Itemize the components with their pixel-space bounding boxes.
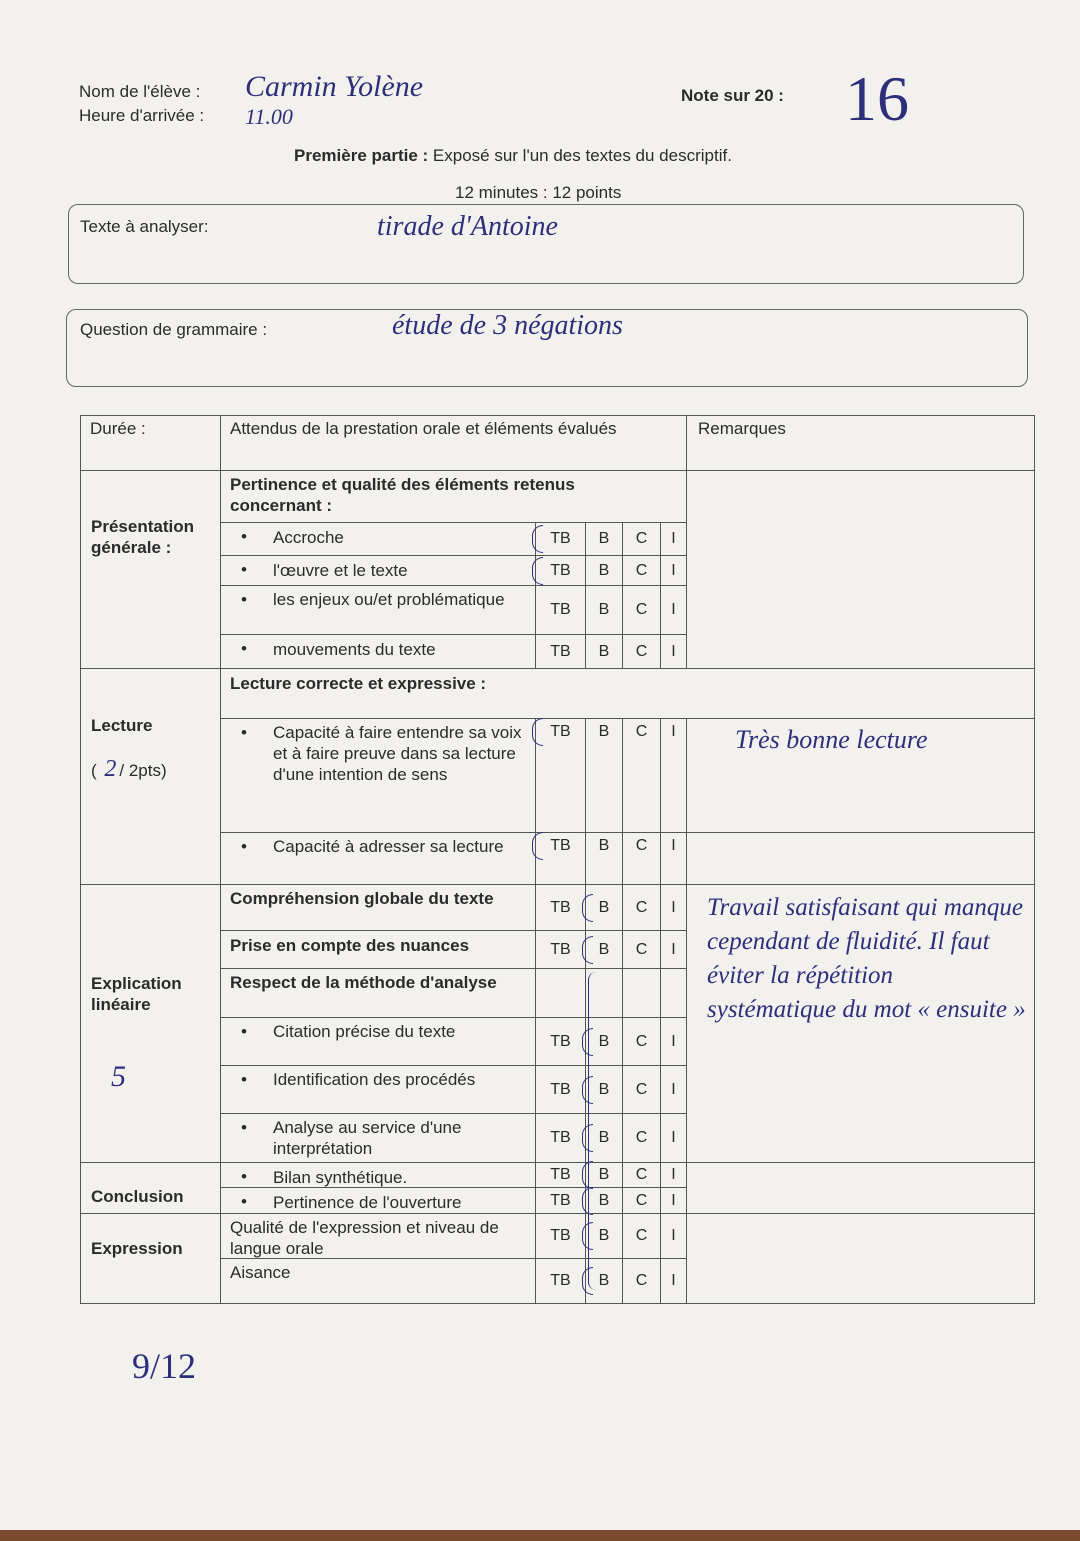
grade-option: TB	[550, 1080, 571, 1098]
grade-cell-c[interactable]	[622, 585, 661, 635]
remarks-presentation	[686, 470, 1035, 669]
grade-option: C	[635, 1080, 648, 1098]
criterion-label: Capacité à faire entendre sa voix et à faire preuve dans sa lecture d'une intention de sens	[273, 723, 522, 784]
grade-cell-b[interactable]	[585, 634, 623, 669]
grade-cell-tb[interactable]	[535, 585, 586, 635]
bullet-icon: •	[241, 723, 247, 742]
partial-score: 9/12	[132, 1346, 197, 1386]
header-duration-cell	[80, 415, 221, 471]
criterion-label: Prise en compte des nuances	[230, 936, 470, 955]
grade-option: B	[586, 941, 622, 959]
header-criteria: Attendus de la prestation orale et éléments évalués	[230, 419, 617, 438]
criterion-row	[220, 1113, 536, 1163]
grade-cell-c[interactable]	[622, 1065, 661, 1114]
grade-cell-i[interactable]	[660, 832, 687, 885]
grade-cell-tb[interactable]	[535, 1017, 586, 1066]
criterion-row	[220, 1187, 536, 1214]
grade-option: I	[671, 1129, 676, 1146]
grade-cell-b[interactable]	[585, 832, 623, 885]
grade-cell-i[interactable]	[660, 634, 687, 669]
grade-option: I	[671, 1080, 676, 1098]
grammar-question-label: Question de grammaire :	[80, 320, 268, 339]
group-expression	[80, 1213, 221, 1304]
grade-label: Note sur 20 :	[681, 86, 784, 105]
criterion-label: Bilan synthétique.	[273, 1168, 408, 1187]
grade-cell-c[interactable]	[622, 1187, 661, 1214]
grade-option: B	[598, 530, 610, 547]
grade-cell-tb[interactable]	[535, 968, 586, 1018]
grade-option: TB	[550, 601, 571, 618]
grade-option: TB	[550, 1272, 571, 1289]
grade-cell-i[interactable]	[660, 1258, 687, 1304]
criterion-row	[220, 1065, 536, 1114]
lecture-score	[91, 756, 167, 782]
group-conclusion-label: Conclusion	[91, 1187, 184, 1206]
grade-cell-i[interactable]	[660, 968, 687, 1018]
bullet-icon: •	[241, 837, 247, 856]
grammar-question-value: étude de 3 négations	[392, 310, 623, 341]
arrival-time-value: 11.00	[245, 104, 293, 129]
grade-cell-i[interactable]	[660, 1213, 687, 1259]
group-lecture	[80, 668, 221, 885]
grade-option: C	[635, 940, 648, 958]
grade-cell-i[interactable]	[660, 718, 687, 833]
grade-option: TB	[550, 1129, 571, 1146]
grade-option: C	[635, 837, 648, 854]
grade-cell-b[interactable]	[585, 930, 623, 969]
grade-option: I	[671, 561, 676, 579]
grade-cell-c[interactable]	[622, 832, 661, 885]
grade-cell-c[interactable]	[622, 1213, 661, 1259]
grade-cell-c[interactable]	[622, 1113, 661, 1163]
grade-cell-i[interactable]	[660, 1162, 687, 1188]
grade-option: I	[671, 837, 676, 854]
criterion-label: Respect de la méthode d'analyse	[230, 973, 497, 992]
grade-cell-i[interactable]	[660, 1187, 687, 1214]
grade-option: B	[598, 561, 610, 579]
grade-option: I	[671, 642, 676, 660]
criterion-label: l'œuvre et le texte	[273, 561, 408, 580]
criterion-row	[220, 1258, 536, 1304]
grade-cell-b[interactable]	[585, 522, 623, 556]
grade-cell-b[interactable]	[585, 884, 623, 931]
header-remarks-cell	[686, 415, 1035, 471]
grade-option: TB	[550, 1191, 571, 1209]
grade-option: B	[586, 1192, 622, 1210]
criterion-label: Aisance	[230, 1263, 291, 1282]
header-criteria-cell	[220, 415, 687, 471]
grade-cell-c[interactable]	[622, 884, 661, 931]
grade-option: B	[598, 723, 610, 740]
bullet-icon: •	[241, 560, 247, 579]
group-expression-label: Expression	[91, 1239, 183, 1258]
grade-cell-tb[interactable]	[535, 718, 586, 833]
criterion-row	[220, 884, 536, 931]
grade-cell-i[interactable]	[660, 522, 687, 556]
bullet-icon: •	[241, 1118, 247, 1137]
grade-option: I	[671, 723, 676, 740]
grade-cell-i[interactable]	[660, 585, 687, 635]
grade-cell-tb[interactable]	[535, 884, 586, 931]
header-remarks: Remarques	[698, 419, 786, 438]
grade-option: C	[635, 1191, 648, 1209]
grade-option: TB	[550, 1166, 571, 1183]
criterion-row	[220, 585, 536, 635]
grade-option: B	[586, 1272, 622, 1290]
grade-option: C	[635, 561, 648, 579]
criterion-label: Capacité à adresser sa lecture	[273, 837, 504, 856]
grade-cell-tb[interactable]	[535, 930, 586, 969]
explication-mark: 5	[111, 1060, 126, 1093]
bullet-icon: •	[241, 639, 247, 658]
grade-option: C	[635, 1166, 648, 1183]
section-lecture-label: Lecture correcte et expressive :	[230, 674, 487, 693]
grade-cell-tb[interactable]	[535, 1258, 586, 1304]
text-to-analyze-value: tirade d'Antoine	[377, 211, 558, 242]
header-duration: Durée :	[90, 419, 146, 438]
grade-option: TB	[550, 940, 571, 958]
group-presentation-label: Présentation générale :	[91, 517, 194, 557]
criterion-row	[220, 718, 536, 833]
grade-option: I	[671, 1032, 676, 1050]
grade-cell-i[interactable]	[660, 1065, 687, 1114]
grade-option: B	[586, 1227, 622, 1245]
criterion-row	[220, 832, 536, 885]
bullet-icon: •	[241, 1167, 247, 1186]
grade-option: B	[598, 837, 610, 854]
grade-option: B	[598, 601, 610, 618]
grade-option: C	[635, 601, 648, 618]
grade-option: C	[635, 1032, 648, 1050]
grade-cell-c[interactable]	[622, 968, 661, 1018]
remarks-explication-text: Travail satisfaisant qui manque cependant de fluidité. Il faut éviter la répétition systématique du mot « ensuite »	[707, 894, 1026, 1023]
grade-cell-tb[interactable]	[535, 1113, 586, 1163]
group-conclusion	[80, 1162, 221, 1214]
grade-cell-i[interactable]	[660, 1017, 687, 1066]
criterion-row	[220, 1213, 536, 1259]
lecture-score-total: / 2pts)	[119, 761, 167, 780]
bullet-icon: •	[241, 590, 247, 609]
grade-cell-tb[interactable]	[535, 1187, 586, 1214]
grade-option: C	[635, 898, 648, 916]
grade-option: C	[635, 642, 648, 660]
grade-option: B	[586, 1033, 622, 1051]
group-explication	[80, 884, 221, 1163]
criterion-label: Compréhension globale du texte	[230, 889, 494, 908]
part-title	[294, 146, 732, 166]
group-explication-label: Explication linéaire	[91, 974, 182, 1014]
grade-cell-tb[interactable]	[535, 634, 586, 669]
grade-option: C	[635, 1129, 648, 1146]
group-presentation	[80, 470, 221, 669]
grade-option: B	[586, 899, 622, 917]
photo-edge	[0, 1530, 1080, 1541]
grade-option: I	[671, 1272, 676, 1289]
lecture-score-value: 2	[104, 756, 117, 782]
section-presentation	[220, 470, 687, 523]
grade-option: TB	[536, 562, 585, 580]
criterion-label: Pertinence de l'ouverture	[273, 1193, 462, 1212]
grade-option: B	[586, 1129, 622, 1147]
grade-cell-tb[interactable]	[535, 1065, 586, 1114]
grade-option: C	[635, 1272, 648, 1289]
grade-cell-tb[interactable]	[535, 522, 586, 556]
part-duration: 12 minutes : 12 points	[455, 183, 622, 202]
grade-option: I	[671, 530, 676, 547]
grade-cell-c[interactable]	[622, 522, 661, 556]
grade-cell-b[interactable]	[585, 585, 623, 635]
grade-option: TB	[536, 723, 585, 741]
grade-option: I	[671, 601, 676, 618]
bracket-mark	[588, 972, 597, 1290]
grade-option: I	[671, 1191, 676, 1209]
grade-cell-i[interactable]	[660, 555, 687, 586]
grade-cell-tb[interactable]	[535, 555, 586, 586]
grade-cell-b[interactable]	[585, 555, 623, 586]
grade-option: I	[671, 940, 676, 958]
criterion-label: Accroche	[273, 528, 344, 547]
criterion-label: Analyse au service d'une interprétation	[273, 1118, 462, 1158]
criterion-label: mouvements du texte	[273, 640, 436, 659]
remarks-lecture-text: Très bonne lecture	[735, 725, 928, 754]
grade-cell-tb[interactable]	[535, 1213, 586, 1259]
student-name-label: Nom de l'élève :	[79, 82, 201, 101]
grade-cell-b[interactable]	[585, 718, 623, 833]
remarks-lecture	[686, 718, 1035, 833]
grade-option: TB	[536, 837, 585, 855]
grade-cell-i[interactable]	[660, 930, 687, 969]
grade-option: TB	[536, 530, 585, 548]
criterion-label: Citation précise du texte	[273, 1022, 456, 1041]
grade-option: TB	[550, 1227, 571, 1244]
grade-cell-tb[interactable]	[535, 1162, 586, 1188]
grade-option: TB	[550, 1032, 571, 1050]
grade-option: I	[671, 898, 676, 916]
grade-option: B	[598, 642, 610, 660]
bullet-icon: •	[241, 1022, 247, 1041]
grade-option: TB	[550, 642, 571, 660]
grammar-question-box	[66, 309, 1028, 387]
criterion-label: les enjeux ou/et problématique	[273, 590, 505, 609]
grade-cell-c[interactable]	[622, 930, 661, 969]
grade-cell-c[interactable]	[622, 718, 661, 833]
grade-option: TB	[550, 898, 571, 916]
section-lecture	[220, 668, 1035, 719]
text-to-analyze-box	[68, 204, 1024, 284]
grade-cell-tb[interactable]	[535, 832, 586, 885]
text-to-analyze-label: Texte à analyser:	[80, 217, 209, 236]
grade-cell-i[interactable]	[660, 1113, 687, 1163]
section-presentation-label: Pertinence et qualité des éléments retenus concernant :	[230, 475, 575, 515]
part-title-rest: Exposé sur l'un des textes du descriptif.	[432, 146, 732, 165]
criterion-row	[220, 555, 536, 586]
criterion-row	[220, 1017, 536, 1066]
criterion-label: Qualité de l'expression et niveau de langue orale	[230, 1218, 499, 1258]
remarks-conclusion	[686, 1162, 1035, 1214]
grade-cell-c[interactable]	[622, 634, 661, 669]
criterion-row	[220, 634, 536, 669]
criterion-row	[220, 522, 536, 556]
grade-option: I	[671, 1166, 676, 1183]
bullet-icon: •	[241, 1070, 247, 1089]
grade-option: C	[635, 530, 648, 547]
criterion-row	[220, 1162, 536, 1188]
remarks-lecture-2	[686, 832, 1035, 885]
grade-option: B	[586, 1081, 622, 1099]
part-title-bold: Première partie :	[294, 146, 429, 165]
grade-option: C	[635, 1227, 648, 1244]
bullet-icon: •	[241, 527, 247, 546]
grade-cell-c[interactable]	[622, 555, 661, 586]
grade-option: C	[635, 723, 648, 740]
grade-cell-c[interactable]	[622, 1017, 661, 1066]
criterion-label: Identification des procédés	[273, 1070, 476, 1089]
grade-cell-c[interactable]	[622, 1162, 661, 1188]
remarks-explication	[686, 884, 1035, 1163]
grade-cell-i[interactable]	[660, 884, 687, 931]
bullet-icon: •	[241, 1192, 247, 1211]
criterion-row	[220, 968, 536, 1018]
student-name-value: Carmin Yolène	[245, 70, 424, 103]
grade-cell-c[interactable]	[622, 1258, 661, 1304]
lecture-score-open: (	[91, 761, 97, 780]
final-grade: 16	[845, 63, 909, 134]
grade-option: I	[671, 1227, 676, 1244]
remarks-expression	[686, 1213, 1035, 1304]
criterion-row	[220, 930, 536, 969]
grade-option: B	[586, 1166, 622, 1184]
arrival-time-label: Heure d'arrivée :	[79, 106, 205, 125]
group-lecture-label: Lecture	[91, 716, 153, 735]
